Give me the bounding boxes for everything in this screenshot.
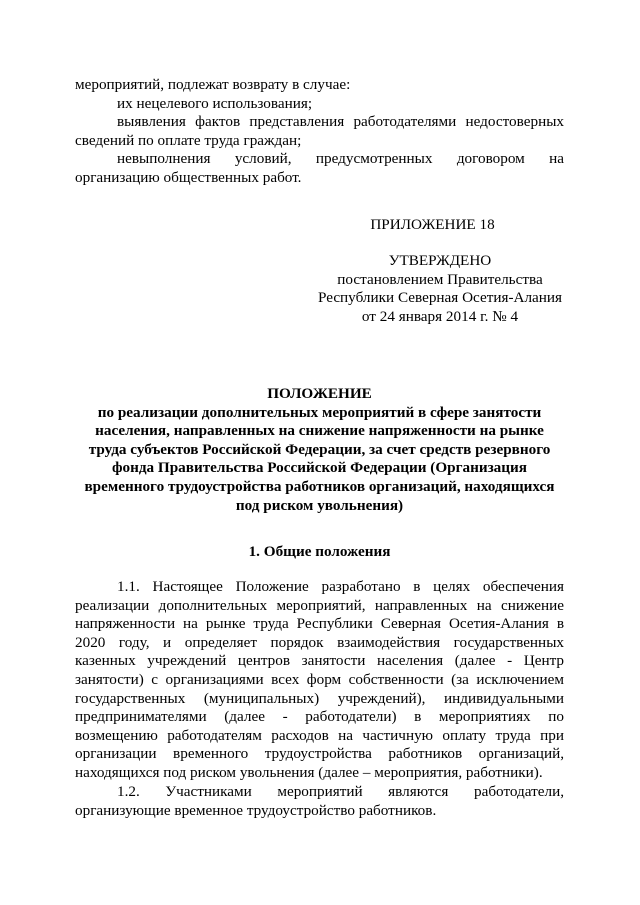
approval-block: [310, 252, 570, 326]
paragraph-line: находящихся под риском увольнения (далее – мероприятия, работники).: [75, 763, 543, 781]
paragraph-line: 2020 году, и определяет порядок взаимодействия государственных: [75, 633, 564, 651]
section-title: 1. Общие положения: [248, 543, 391, 560]
heading-line: населения, направленных на снижение напряженности на рынке: [95, 422, 544, 440]
intro-line: организацию общественных работ.: [75, 168, 302, 186]
heading-line: труда субъектов Российской Федерации, за счет средств резервного: [88, 440, 551, 458]
paragraph-1-1: [75, 578, 564, 783]
document-heading: [75, 385, 564, 515]
intro-line: невыполнения условий, предусмотренных договором на: [117, 150, 564, 168]
paragraph-line: возмещению работодателям расходов на частичную оплату труда при: [75, 726, 564, 744]
approved-label: УТВЕРЖДЕНО: [388, 252, 492, 269]
paragraph-line: занятости) с организациями всех форм собственности (за исключением: [75, 670, 564, 688]
approved-date: от 24 января 2014 г. № 4: [361, 307, 519, 325]
intro-line: сведений по оплате труда граждан;: [75, 131, 302, 149]
heading-line: фонда Правительства Российской Федерации (Организация: [111, 459, 527, 477]
paragraph-line: организующие временное трудоустройство работников.: [75, 801, 437, 819]
heading-title: ПОЛОЖЕНИЕ: [267, 385, 372, 402]
approved-republic: Республики Северная Осетия-Алания: [317, 289, 563, 307]
heading-line: под риском увольнения): [235, 496, 404, 514]
paragraph-line: организации временного трудоустройства работников организаций,: [75, 745, 564, 763]
paragraph-line: реализации дополнительных мероприятий, направленных на снижение: [75, 596, 564, 614]
paragraph-line: 1.2. Участниками мероприятий являются работодатели,: [117, 783, 564, 800]
heading-line: временного трудоустройства работников организаций, находящихся: [84, 477, 555, 495]
paragraph-line: 1.1. Настоящее Положение разработано в целях обеспечения: [117, 578, 564, 595]
appendix-title: ПРИЛОЖЕНИЕ 18: [370, 216, 495, 233]
paragraph-line: государственных (муниципальных) учреждений), индивидуальными: [75, 689, 564, 707]
intro-text: [75, 76, 564, 188]
intro-line: выявления фактов представления работодателями недостоверных: [117, 113, 564, 131]
paragraph-line: предпринимателями (далее - работодатели) в мероприятиях по: [75, 708, 564, 726]
paragraph-1-2: [75, 783, 564, 820]
intro-line: мероприятий, подлежат возврату в случае:: [75, 76, 351, 93]
intro-line: их нецелевого использования;: [117, 94, 313, 112]
heading-line: по реализации дополнительных мероприятий в сфере занятости: [97, 403, 542, 421]
approved-by: постановлением Правительства: [337, 270, 543, 288]
paragraph-line: казенных учреждений центров занятости населения (далее - Центр: [75, 652, 564, 670]
paragraph-line: напряженности на рынке труда Республики Северная Осетия-Алания в: [75, 615, 564, 633]
